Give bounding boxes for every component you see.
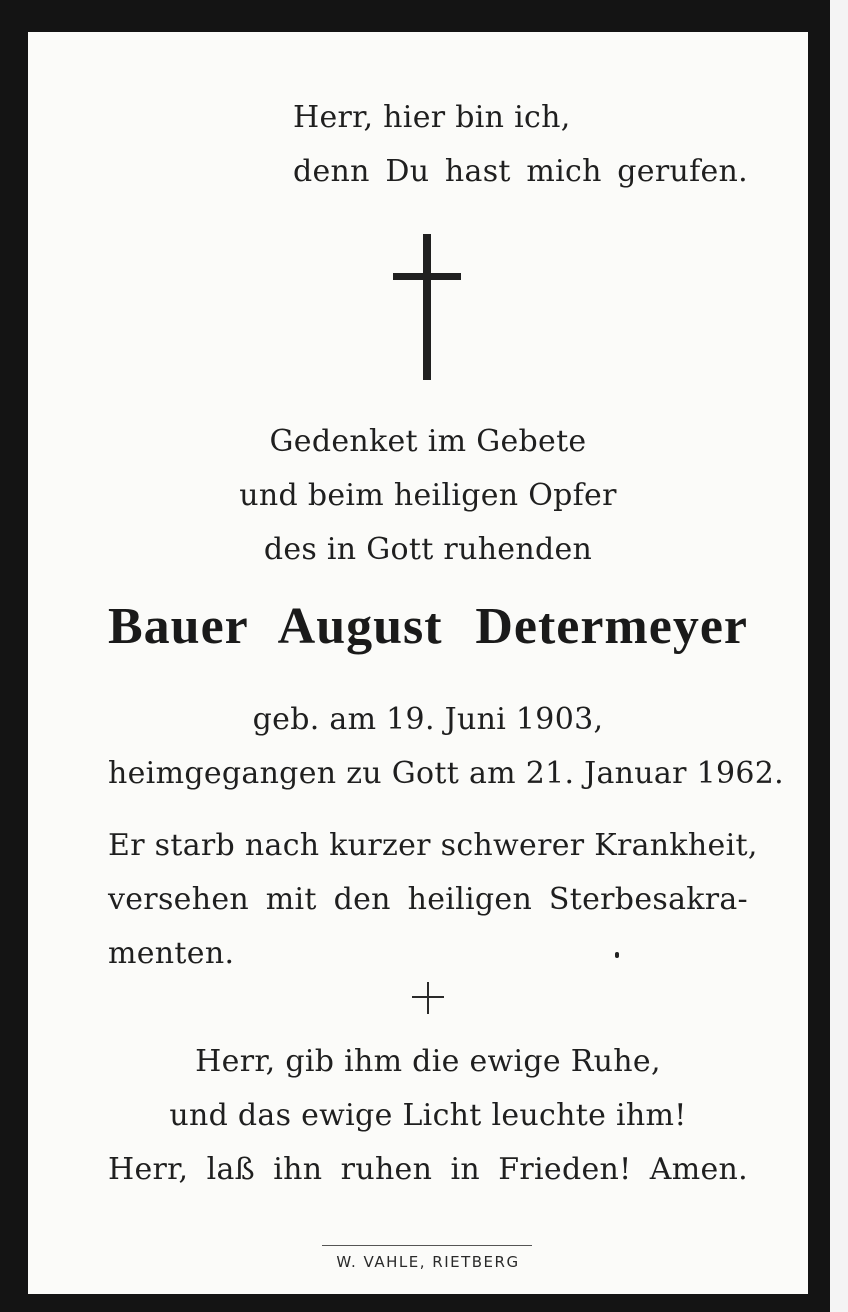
death-text-line-2: versehen mit den heiligen Sterbesakra- — [108, 882, 748, 917]
prayer-intro-line-3: des in Gott ruhenden — [263, 532, 593, 567]
ink-speck — [615, 952, 619, 958]
scan-edge — [830, 0, 848, 1312]
printer-imprint: W. VAHLE, RIETBERG — [336, 1253, 520, 1271]
verse-top-line-2: denn Du hast mich gerufen. — [293, 154, 748, 189]
death-text-line-3: menten. — [108, 936, 235, 971]
printer-rule — [322, 1245, 532, 1246]
closing-prayer-line-2: und das ewige Licht leuchte ihm! — [169, 1098, 687, 1133]
closing-prayer-line-3: Herr, laß ihn ruhen in Frieden! Amen. — [108, 1152, 748, 1187]
prayer-intro-line-1: Gedenket im Gebete — [269, 424, 587, 459]
cross-icon — [393, 234, 461, 380]
deceased-name: Bauer August Determeyer — [108, 598, 748, 655]
cross-icon — [412, 982, 444, 1014]
death-text-line-1: Er starb nach kurzer schwerer Krankheit, — [108, 828, 758, 863]
verse-top-line-1: Herr, hier bin ich, — [293, 100, 571, 135]
death-date: heimgegangen zu Gott am 21. Januar 1962. — [108, 756, 784, 791]
birth-date: geb. am 19. Juni 1903, — [252, 702, 604, 737]
closing-prayer-line-1: Herr, gib ihm die ewige Ruhe, — [195, 1044, 661, 1079]
prayer-intro-line-2: und beim heiligen Opfer — [239, 478, 617, 513]
